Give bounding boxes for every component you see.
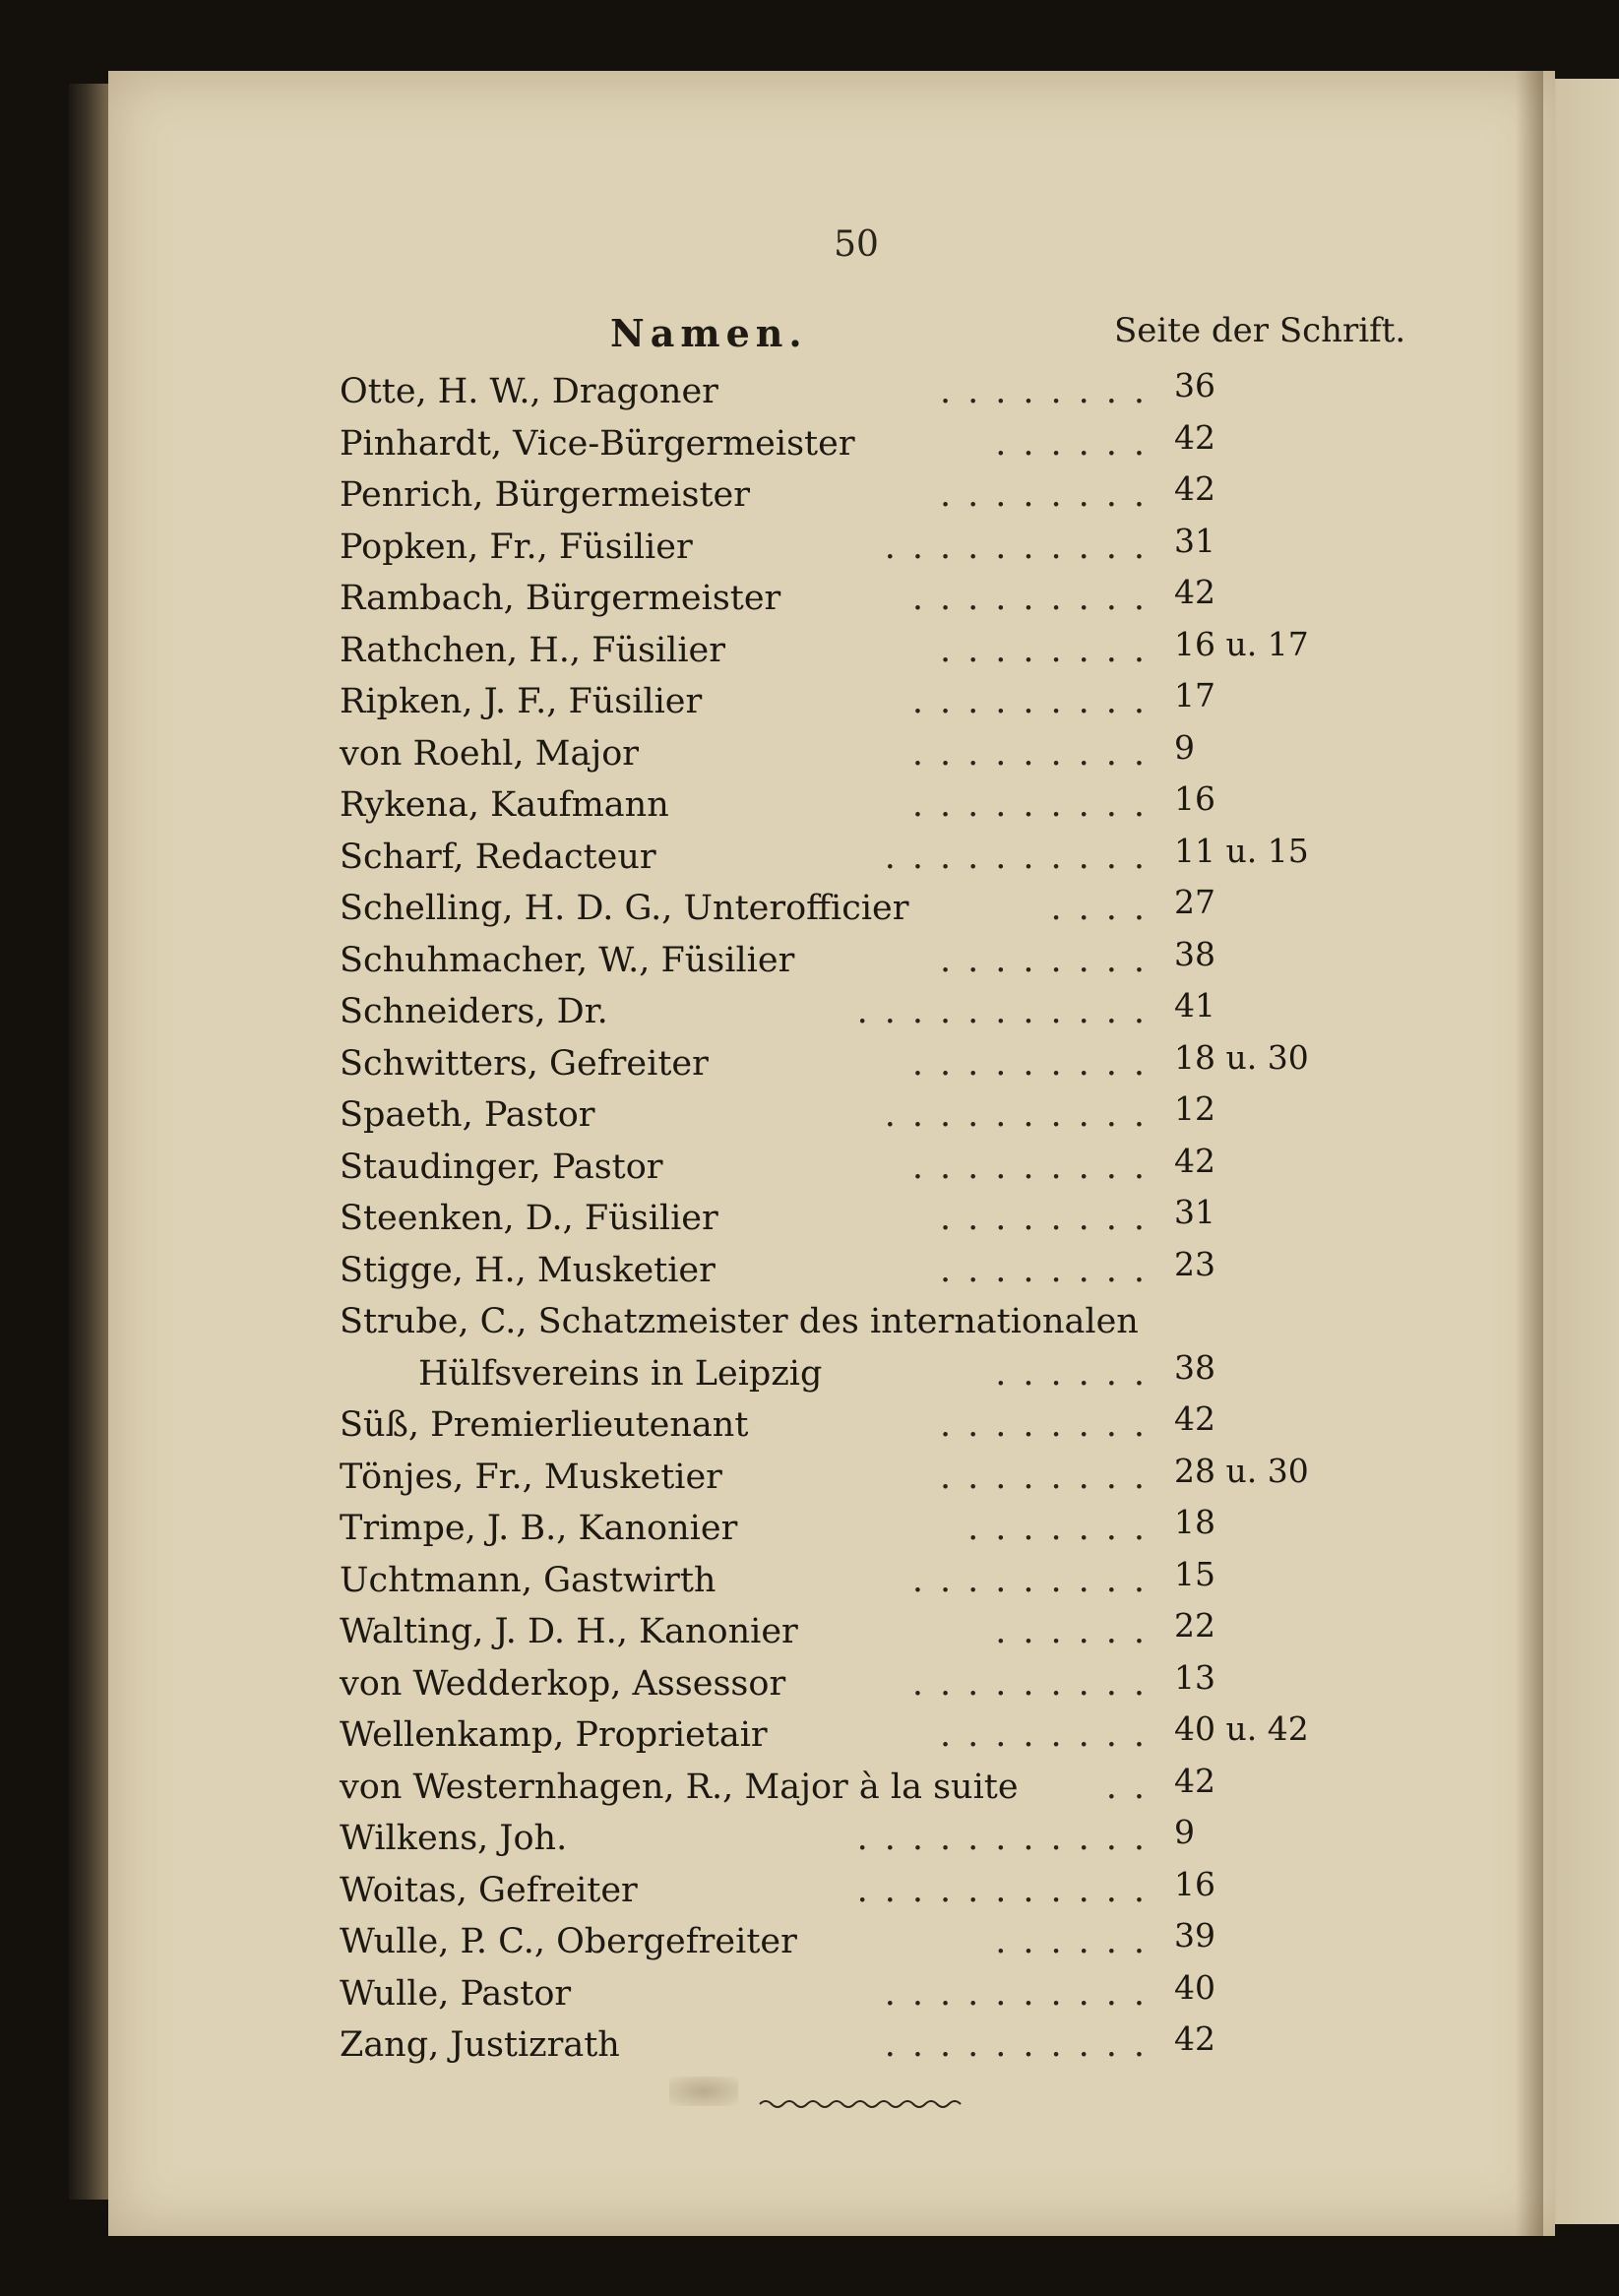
entry-name: von Wedderkop, Assessor: [340, 1663, 786, 1704]
index-entry: [340, 522, 1383, 574]
leader-dots: .........: [911, 1560, 1161, 1600]
entry-name: Trimpe, J. B., Kanonier: [340, 1509, 738, 1548]
index-entry-continuation: [340, 1348, 1383, 1400]
entry-page: 13: [1174, 1657, 1215, 1697]
index-entry: [340, 1865, 1383, 1917]
entry-name: Woitas, Gefreiter: [340, 1870, 638, 1910]
entry-name: Uchtmann, Gastwirth: [340, 1560, 716, 1600]
entry-page: 16 u. 17: [1174, 624, 1309, 663]
entry-name: von Westernhagen, R., Major à la suite: [340, 1767, 1019, 1807]
entry-name: Pinhardt, Vice-Bürgermeister: [340, 423, 855, 464]
entry-page: 40 u. 42: [1174, 1709, 1309, 1748]
column-header-names: Namen.: [610, 311, 808, 355]
leader-dots: ........: [939, 630, 1161, 670]
entry-page: 42: [1174, 1399, 1215, 1438]
entry-name: Ripken, J. F., Füsilier: [340, 682, 703, 721]
index-entry: [340, 1916, 1383, 1968]
index-entry: [340, 1142, 1383, 1194]
entry-page: 11 u. 15: [1174, 831, 1309, 870]
entry-name: Wulle, Pastor: [340, 1973, 572, 2014]
index-entry: [340, 1503, 1383, 1555]
entry-name: Schuhmacher, W., Füsilier: [340, 940, 795, 980]
leader-dots: ..: [1105, 1767, 1161, 1807]
entry-name: Schelling, H. D. G., Unterofficier: [340, 889, 909, 928]
entry-page: 12: [1174, 1089, 1215, 1128]
end-ornament-line: [758, 2094, 969, 2114]
leader-dots: ......: [995, 1612, 1161, 1651]
entry-name: Penrich, Bürgermeister: [340, 475, 750, 515]
entry-page: 17: [1174, 676, 1215, 714]
entry-page: 23: [1174, 1244, 1215, 1283]
column-header-page: Seite der Schrift.: [1114, 311, 1406, 350]
entry-name: Wulle, P. C., Obergefreiter: [340, 1922, 797, 1961]
page-number: 50: [834, 224, 879, 265]
leader-dots: .........: [911, 785, 1161, 825]
leader-dots: ......: [995, 1353, 1161, 1394]
entry-page: 16: [1174, 779, 1215, 818]
entry-name: Tönjes, Fr., Musketier: [340, 1457, 722, 1497]
entry-page: 42: [1174, 1141, 1215, 1180]
leader-dots: .........: [911, 1663, 1161, 1704]
leader-dots: ........: [939, 372, 1161, 411]
leader-dots: ..........: [884, 837, 1161, 877]
leader-dots: ...........: [856, 1870, 1161, 1910]
entry-name: von Roehl, Major: [340, 733, 639, 774]
entry-page: 18 u. 30: [1174, 1037, 1309, 1077]
leader-dots: ........: [939, 940, 1161, 980]
leader-dots: .........: [911, 1043, 1161, 1084]
entry-page: 42: [1174, 417, 1215, 457]
index-entry: [340, 1089, 1383, 1142]
entry-page: 15: [1174, 1554, 1215, 1593]
entry-name: Rykena, Kaufmann: [340, 785, 669, 825]
leader-dots: .........: [911, 733, 1161, 774]
index-entry: [340, 625, 1383, 677]
leader-dots: ........: [939, 1405, 1161, 1445]
entry-name: Spaeth, Pastor: [340, 1095, 595, 1135]
index-entry: [340, 469, 1383, 522]
index-entry: [340, 1968, 1383, 2020]
entry-name: Steenken, D., Füsilier: [340, 1199, 718, 1238]
entry-name: Wilkens, Joh.: [340, 1819, 568, 1858]
index-entry: [340, 883, 1383, 935]
entry-page: 42: [1174, 1761, 1215, 1800]
index-entry: [340, 1762, 1383, 1814]
index-entry: [340, 1606, 1383, 1658]
entry-page: 9: [1174, 1813, 1195, 1851]
entry-page: 38: [1174, 934, 1215, 973]
leader-dots: ........: [939, 1457, 1161, 1497]
entry-page: 42: [1174, 573, 1215, 611]
ink-smudge: [669, 2077, 738, 2106]
leader-dots: ...........: [856, 992, 1161, 1031]
entry-name: Walting, J. D. H., Kanonier: [340, 1612, 798, 1651]
index-entry: [340, 779, 1383, 832]
entry-name: Popken, Fr., Füsilier: [340, 527, 693, 567]
index-entry: [340, 1555, 1383, 1607]
index-entry: [340, 573, 1383, 625]
index-entry: [340, 1709, 1383, 1762]
index-entry: [340, 1193, 1383, 1245]
leader-dots: ........: [939, 1250, 1161, 1290]
entry-page: 16: [1174, 1864, 1215, 1903]
entry-page: 31: [1174, 1193, 1215, 1231]
entry-name: Süß, Premierlieutenant: [340, 1405, 749, 1445]
entry-page: 40: [1174, 1967, 1215, 2007]
entry-page: 31: [1174, 521, 1215, 560]
entry-name: Scharf, Redacteur: [340, 837, 656, 877]
leader-dots: ..........: [884, 527, 1161, 567]
leader-dots: ........: [939, 1199, 1161, 1238]
index-entry: [340, 1399, 1383, 1452]
index-entry: [340, 676, 1383, 728]
entry-page: 42: [1174, 2019, 1215, 2058]
entry-page: 36: [1174, 366, 1215, 404]
leader-dots: .......: [967, 1509, 1161, 1548]
entry-page: 27: [1174, 883, 1215, 921]
entry-page: 9: [1174, 727, 1195, 767]
entry-name: Hülfsvereins in Leipzig: [418, 1353, 823, 1394]
leader-dots: .........: [911, 1147, 1161, 1187]
entry-name: Otte, H. W., Dragoner: [340, 372, 718, 411]
entry-name: Schneiders, Dr.: [340, 992, 608, 1031]
entry-page: 18: [1174, 1503, 1215, 1541]
index-entry: [340, 418, 1383, 470]
index-entry: [340, 1038, 1383, 1090]
entry-page: 22: [1174, 1606, 1215, 1644]
entry-name: Zang, Justizrath: [340, 2025, 620, 2065]
leader-dots: .........: [911, 579, 1161, 618]
entry-page: 28 u. 30: [1174, 1451, 1309, 1490]
index-entry: [340, 2019, 1383, 2072]
index-entry: [340, 1245, 1383, 1297]
entry-page: 38: [1174, 1347, 1215, 1387]
leader-dots: ..........: [884, 1973, 1161, 2014]
index-entry: [340, 1813, 1383, 1865]
page-gutter-shadow: [1516, 71, 1543, 2236]
index-entry: [340, 366, 1383, 418]
leader-dots: ..........: [884, 1095, 1161, 1135]
index-entry: [340, 1658, 1383, 1710]
entry-name: Stigge, H., Musketier: [340, 1250, 716, 1290]
name-index-list: [340, 366, 1383, 2072]
index-entry: [340, 986, 1383, 1038]
entry-name: Rathchen, H., Füsilier: [340, 630, 725, 670]
entry-name: Rambach, Bürgermeister: [340, 579, 781, 618]
leader-dots: ....: [1050, 889, 1161, 928]
entry-name: Strube, C., Schatzmeister des internationalen: [340, 1302, 1139, 1341]
leader-dots: ........: [939, 1715, 1161, 1755]
index-entry: [340, 1296, 1383, 1348]
entry-page: 42: [1174, 469, 1215, 508]
leader-dots: .........: [911, 682, 1161, 721]
index-entry: [340, 728, 1383, 780]
index-entry: [340, 832, 1383, 884]
entry-page: 41: [1174, 986, 1215, 1024]
leader-dots: ........: [939, 475, 1161, 515]
leader-dots: ......: [995, 423, 1161, 464]
index-entry: [340, 935, 1383, 987]
leader-dots: ...........: [856, 1819, 1161, 1858]
entry-name: Staudinger, Pastor: [340, 1147, 663, 1187]
index-entry: [340, 1452, 1383, 1504]
leader-dots: ......: [995, 1922, 1161, 1961]
leader-dots: ..........: [884, 2025, 1161, 2065]
entry-name: Wellenkamp, Proprietair: [340, 1715, 768, 1755]
entry-page: 39: [1174, 1916, 1215, 1955]
entry-name: Schwitters, Gefreiter: [340, 1043, 709, 1084]
